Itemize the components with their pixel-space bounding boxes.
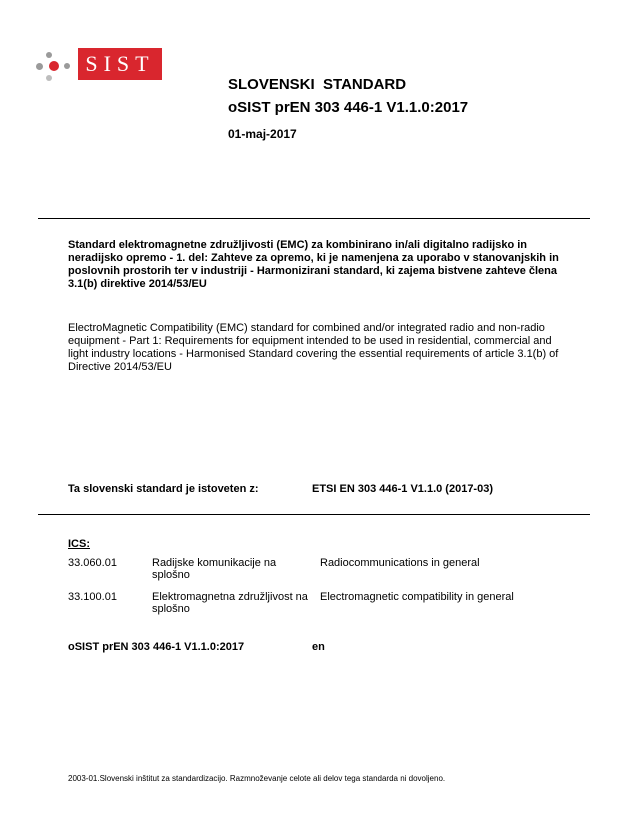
ics-description-en: Electromagnetic compatibility in general (320, 591, 514, 603)
ics-row (68, 591, 548, 617)
ics-description-sl: Radijske komunikacije na splošno (152, 557, 277, 581)
divider (38, 514, 590, 515)
standard-id: oSIST prEN 303 446-1 V1.1.0:2017 (68, 641, 245, 653)
standard-type-heading: SLOVENSKI STANDARD (228, 76, 407, 93)
title-slovenian: Standard elektromagnetne združljivosti (EMC) za kombinirano in/ali digitalno radijsko in neradijsko opremo - 1. del: Zahteve za opremo, ki je namenjena za uporabo v stanovanjskih in poslovnih prostorih ter v industriji - Harmonizirani standard, ki zajema bistvene zahteve člena 3.1(b) direktive 2014/53/EU (68, 239, 559, 290)
identical-label: Ta slovenski standard je istoveten z: (68, 483, 259, 495)
standard-number-heading: oSIST prEN 303 446-1 V1.1.0:2017 (228, 99, 469, 116)
ics-code: 33.100.01 (68, 591, 117, 603)
ics-description-sl: Elektromagnetna združljivost na splošno (152, 591, 308, 615)
ics-description-en: Radiocommunications in general (320, 557, 480, 569)
standard-language: en (312, 641, 325, 653)
title-english: ElectroMagnetic Compatibility (EMC) standard for combined and/or integrated radio and non-radio equipment - Part 1: Requirements for equipment intended to be used in residential, commercial and light industry locations - Harmonised Standard covering the essential requirements of article 3.1(b) of Directive 2014/53/EU (68, 322, 559, 373)
logo-dot (64, 63, 70, 69)
logo-dot (46, 75, 52, 81)
logo-dot (36, 63, 43, 70)
publication-date: 01-maj-2017 (228, 127, 297, 141)
logo-dot (46, 52, 52, 58)
copyright-footer: 2003-01.Slovenski inštitut za standardizacijo. Razmnoževanje celote ali delov tega standarda ni dovoljeno. (68, 774, 446, 783)
divider (38, 218, 590, 219)
ics-code: 33.060.01 (68, 557, 117, 569)
identical-value: ETSI EN 303 446-1 V1.1.0 (2017-03) (312, 483, 493, 495)
ics-row (68, 557, 548, 583)
logo-dot (49, 61, 59, 71)
sist-logo: SIST (78, 48, 162, 80)
ics-label: ICS: (68, 538, 90, 550)
sist-logo-dots (36, 52, 76, 82)
